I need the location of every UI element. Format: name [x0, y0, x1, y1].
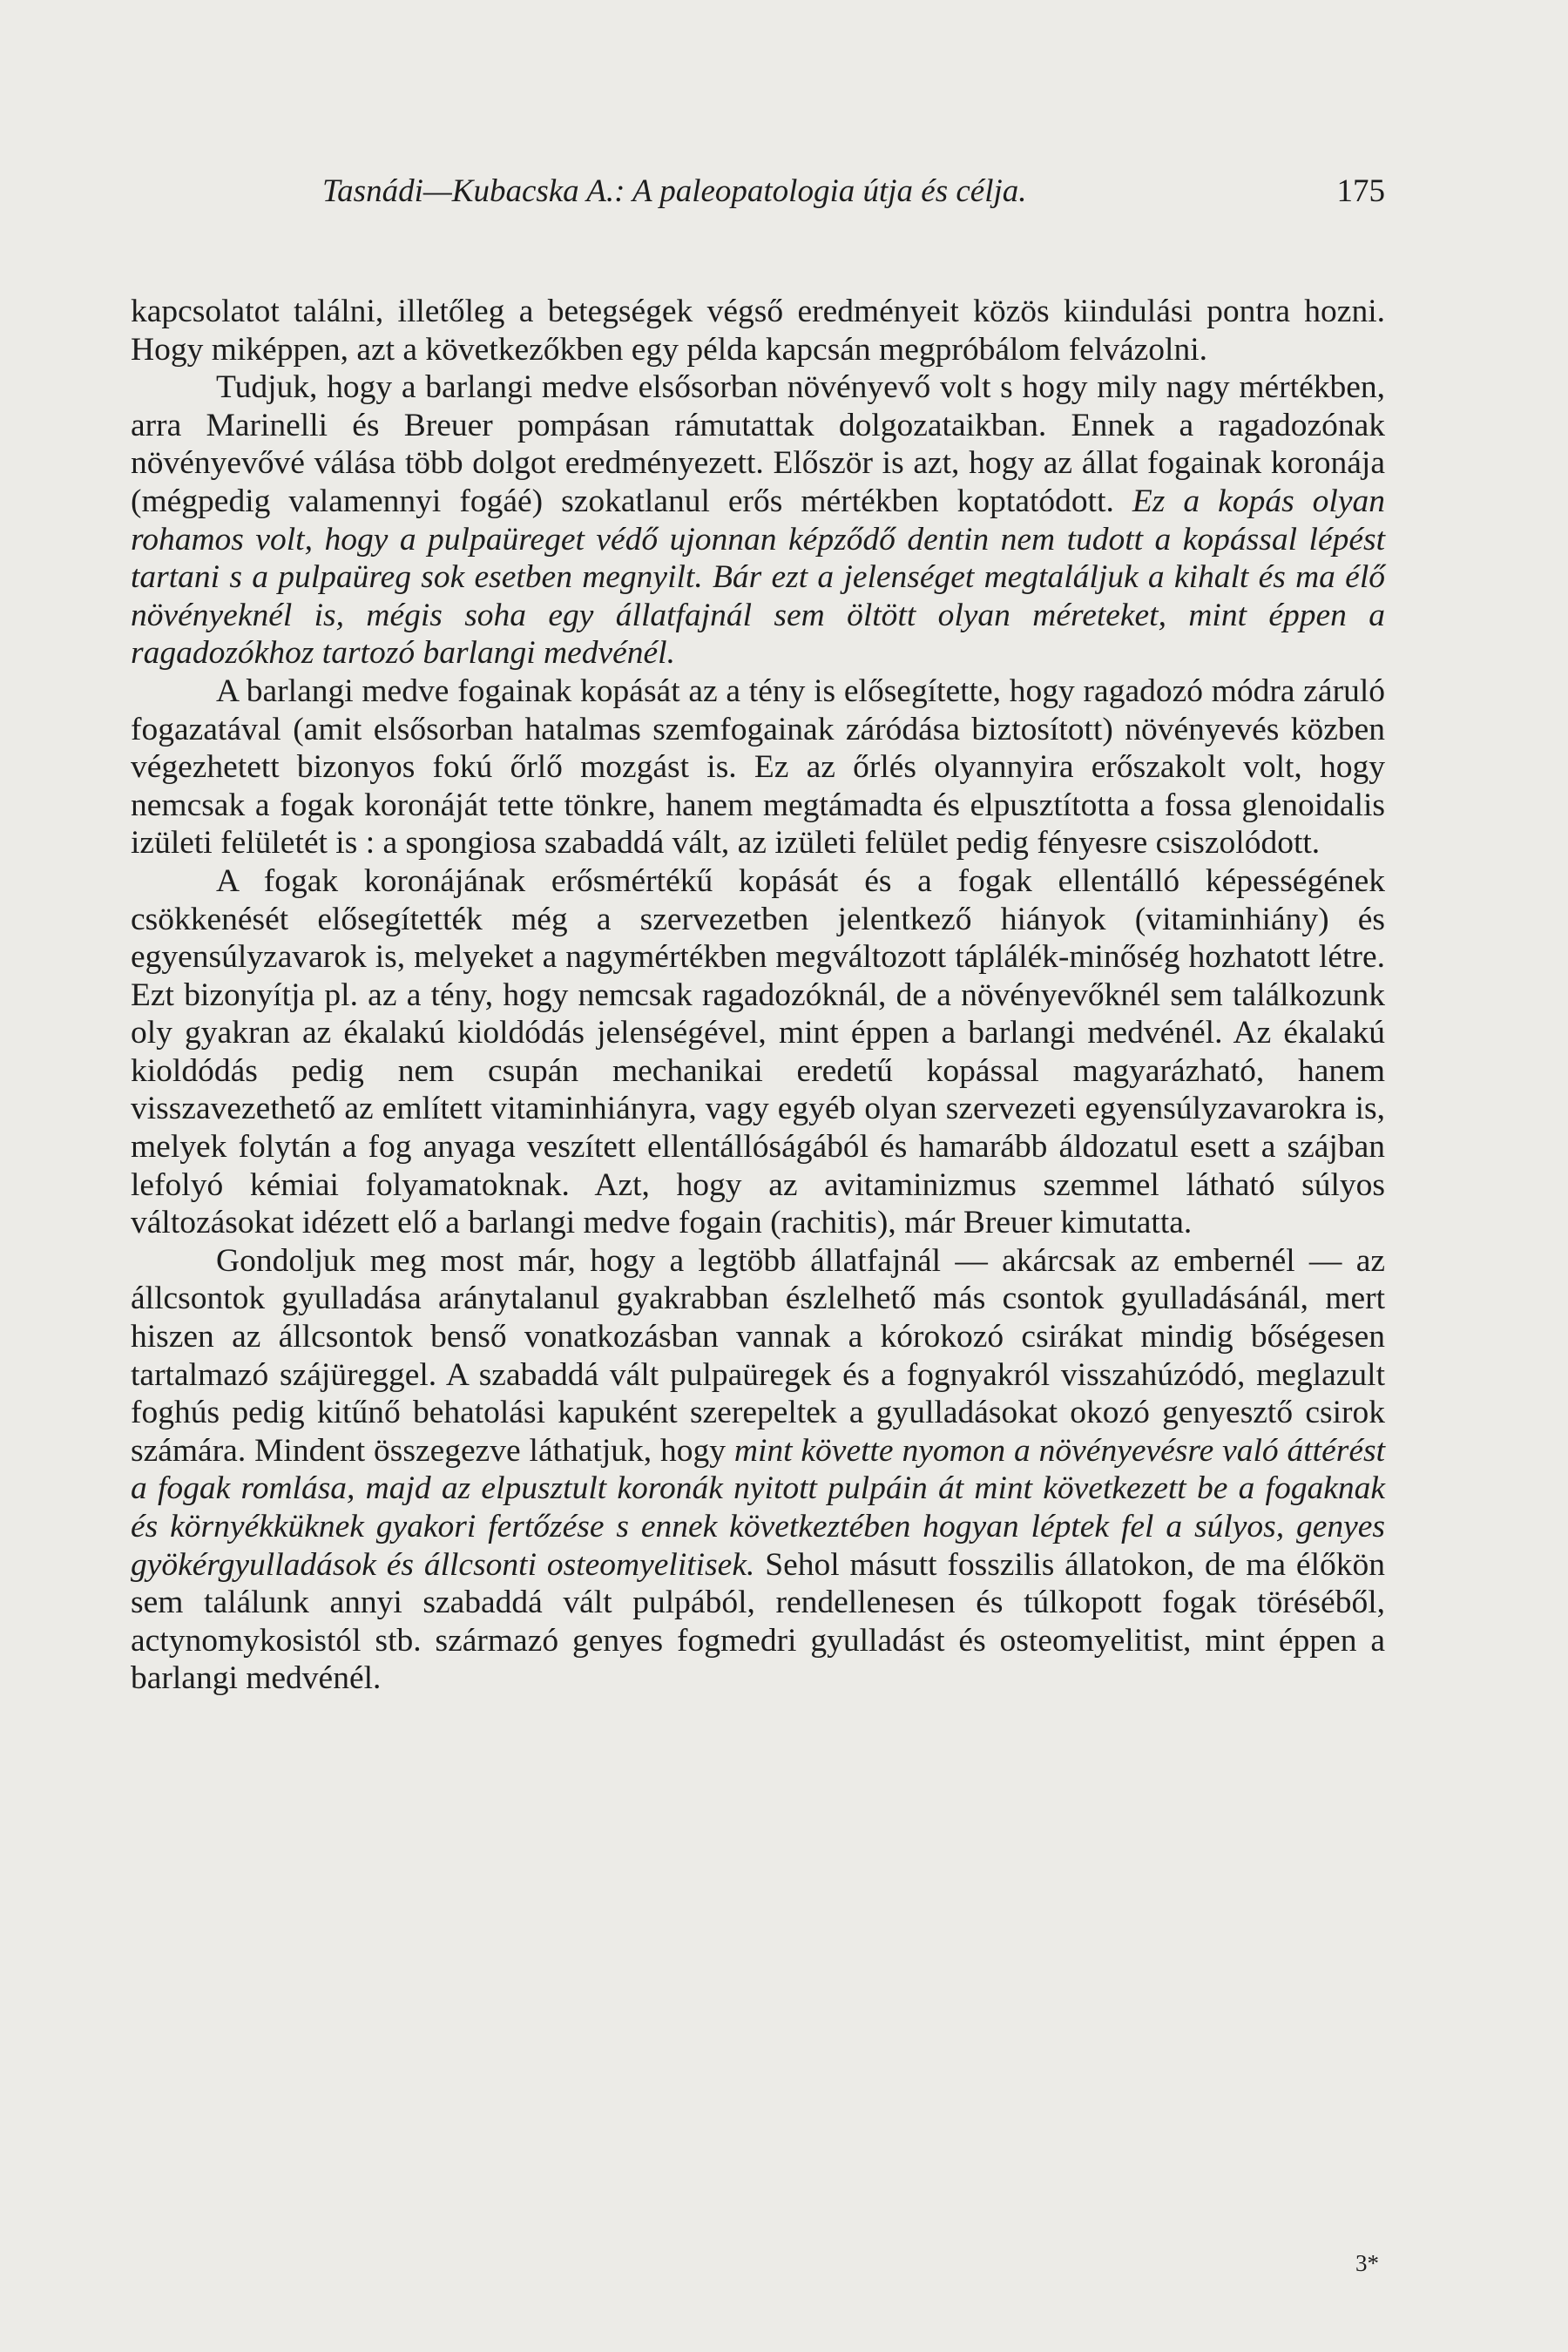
body-text: [131, 293, 1385, 1698]
running-title: Tasnádi—Kubacska A.: A paleopatologia útja és célja.: [322, 173, 1027, 209]
paragraph: [131, 672, 1385, 862]
page-number: 175: [1336, 173, 1385, 209]
signature-mark: 3*: [1355, 2250, 1379, 2276]
italic-text: mint követte nyomon a növényevésre való áttérést a fogak romlása, majd az elpusztult koronák nyitott pulpáin át mint következett be a fogaknak és környékküknek gyakori fertőzése s ennek következtében hogyan léptek fel a súlyos, genyes gyökérgyulladások és állcsonti osteomyelitisek.: [131, 1432, 1385, 1583]
text-run: kapcsolatot találni, illetőleg a betegségek végső eredményeit közös kiindulási pontra hozni. Hogy miképpen, azt a következőkben egy példa kapcsán megpróbálom felvázolni.: [131, 294, 1385, 368]
running-header: [131, 172, 1385, 225]
paragraph: [131, 293, 1385, 368]
text-run: A fogak koronájának erősmértékű kopását és a fogak ellentálló képességének csökkenését elősegítették még a szervezetben jelentkező hiányok (vitaminhiány) és egyensúlyzavarok is, melyeket a nagymértékben megváltozott táplálék-minőség hozhatott létre. Ezt bizonyítja pl. az a tény, hogy nemcsak ragadozóknál, de a növényevőknél sem találkozunk oly gyakran az ékalakú kioldódás jelenségével, mint éppen a barlangi medvénél. Az ékalakú kioldódás pedig nem csupán mechanikai eredetű kopással magyarázható, hanem visszavezethető az említett vitaminhiányra, vagy egyéb olyan szervezeti egyensúlyzavarokra is, melyek folytán a fog anyaga veszített ellentállóságából és hamarább áldozatul esett a szájban lefolyó kémiai folyamatoknak. Azt, hogy az avitaminizmus szemmel látható súlyos változásokat idézett elő a barlangi medve fogain (rachitis), már Breuer kimutatta.: [131, 862, 1385, 1241]
paragraph: [131, 862, 1385, 1242]
paragraph: [131, 1242, 1385, 1698]
italic-text: Ez a kopás olyan rohamos volt, hogy a pulpaüreget védő ujonnan képződő dentin nem tudott a kopással lépést tartani s a pulpaüreg sok esetben megnyilt. Bár ezt a jelenséget megtaláljuk a kihalt és ma élő növényeknél is, mégis soha egy állatfajnál sem öltött olyan méreteket, mint éppen a ragadozókhoz tartozó barlangi medvénél.: [131, 483, 1385, 672]
text-run: Sehol másutt fosszilis állatokon, de ma élőkön sem találunk annyi szabaddá vált pulpából, rendellenesen és túlkopott fogak töréséből, actynomykosistól stb. származó genyes fogmedri gyulladást és osteomyelitist, mint éppen a barlangi medvénél.: [131, 1546, 1385, 1697]
paragraph: [131, 368, 1385, 672]
text-run: A barlangi medve fogainak kopását az a tény is elősegítette, hogy ragadozó módra záruló fogazatával (amit elsősorban hatalmas szemfogainak záródása biztosított) növényevés közben végezhetett bizonyos fokú őrlő mozgást is. Ez az őrlés olyannyira erőszakolt volt, hogy nemcsak a fogak koronáját tette tönkre, hanem megtámadta és elpusztította a fossa glenoidalis izületi felületét is : a spongiosa szabaddá vált, az izületi felület pedig fényesre csiszolódott.: [131, 672, 1385, 862]
text-run: Tudjuk, hogy a barlangi medve elsősorban növényevő volt s hogy mily nagy mértékben, arra Marinelli és Breuer pompásan rámutattak dolgozataikban. Ennek a ragadozónak növényevővé válása több dolgot eredményezett. Először is azt, hogy az állat fogainak koronája (mégpedig valamennyi fogáé) szokatlanul erős mértékben koptatódott.: [131, 369, 1385, 519]
text-run: Gondoljuk meg most már, hogy a legtöbb állatfajnál — akárcsak az embernél — az állcsontok gyulladása aránytalanul gyakrabban észlelhető más csontok gyulladásánál, mert hiszen az állcsontok benső vonatkozásban vannak a kórokozó csirákat mindig bőségesen tartalmazó szájüreggel. A szabaddá vált pulpaüregek és a fognyakról visszahúzódó, meglazult foghús pedig kitűnő behatolási kapuként szerepeltek a gyulladásokat okozó genyesztő csirok számára. Mindent összegezve láthatjuk, hogy: [131, 1242, 1385, 1469]
